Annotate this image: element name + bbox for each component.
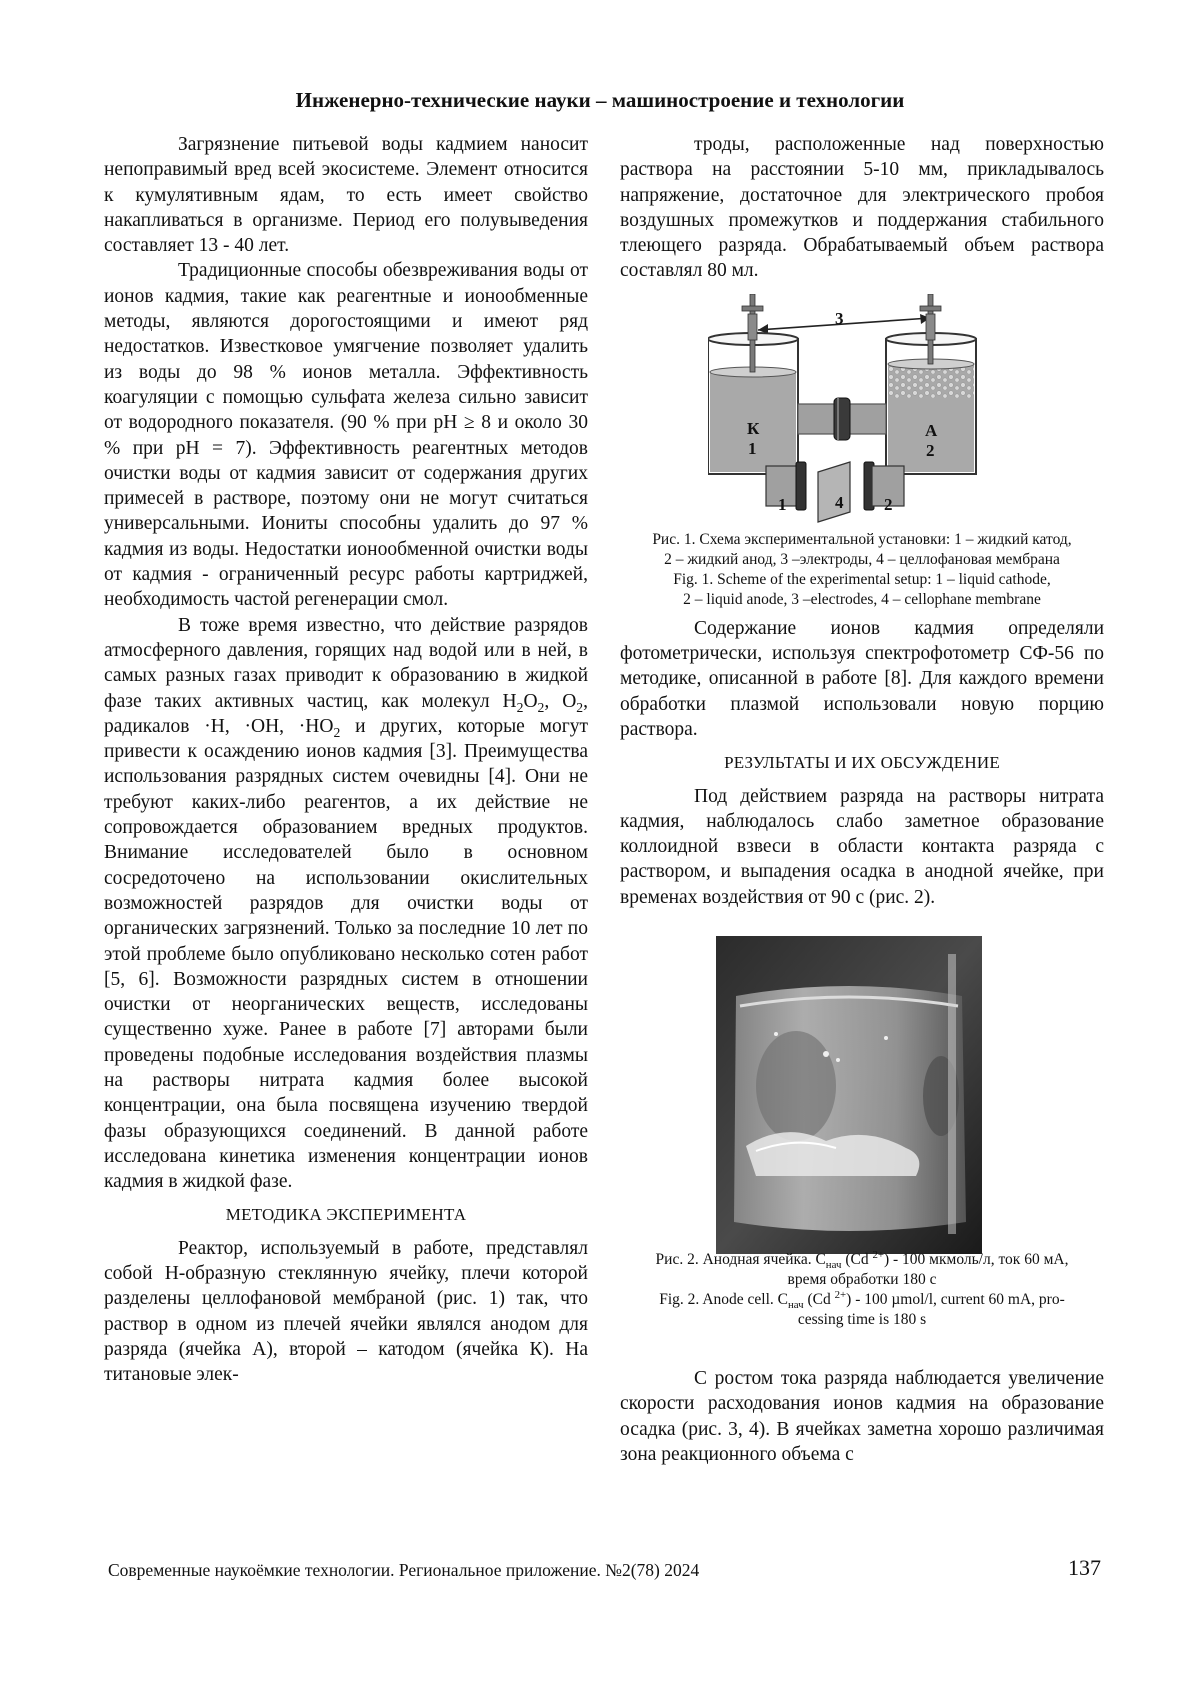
paragraph: Загрязнение питьевой воды кадмием наносит непоправимый вред всей экосистеме. Элемент относится к кумулятивным ядам, то есть имеет свойство накапливаться в организме. Период его полувыведения составляет 13 - 40 лет. [104,134,588,257]
anode-cell-photo [716,936,982,1254]
electrode-link-line [758,318,930,330]
membrane-joint [834,398,850,440]
label-part-1: 1 [778,494,787,514]
figure-2-caption: Рис. 2. Анодная ячейка. $C_{нач}$ (Cd $^{2+}$) - 100 мкмоль/л, ток 60 мА, время обработки 180 с Fig. 2. Anode cell. $C_{нач}$ (Cd $^{2+}$) - 100 µmol/l, current 60 mA, pro- cessing time is 180 s [655,1248,1069,1329]
figure-1-setup-diagram [620,294,1104,608]
section-heading-methods: МЕТОДИКА ЭКСПЕРИМЕНТА [225,1205,467,1225]
label-part-2: 2 [884,494,893,514]
figure-2-anode-cell-photo [620,936,1104,1329]
paragraph: Традиционные способы обезвреживания воды от ионов кадмия, такие как реагентные и ионообменные методы, являются дорогостоящими и имеют ряд недостатков. Известковое умягчение позволяет удалить из воды до 98 % ионов металла. Эффективность коагуляции с помощью сульфата железа сильно зависит от водородного показателя. (90 % при pH ≥ 8 и около 30 % при pH = 7). Эффективность реагентных методов очистки воды от кадмия зависит от содержания других примесей в растворе, поэтому они не могут считаться универсальными. Иониты способны удалить до 97 % кадмия из воды. Недостатки ионообменной очистки воды от кадмия - ограниченный ресурс работы картриджей, необходимость частой регенерации смол. [104,260,588,611]
label-part-4: 4 [835,492,844,512]
part-4-membrane [818,462,850,522]
label-cathode-number: 1 [748,438,757,458]
label-cathode-letter: К [747,418,760,438]
journal-footer: Современные наукоёмкие технологии. Региональное приложение. №2(78) 2024 [108,1560,700,1580]
paragraph: троды, расположенные над поверхностью раствора на расстоянии 5-10 мм, прикладывалось напряжение, достаточное для электрического пробоя воздушных промежутков и поддержания стабильного тлеющего разряда. Обрабатываемый объем раствора составлял 80 мл. [620,134,1104,282]
setup-diagram [708,294,1018,524]
paragraph: Под действием разряда на растворы нитрата кадмия, наблюдалось слабо заметное образование коллоидной взвеси в области контакта разряда с раствором, и выпадения осадка в анодной ячейке, при временах воздействия от 90 с (рис. 2). [620,785,1104,908]
label-anode-letter: А [925,420,938,440]
paragraph: Реактор, используемый в работе, представлял собой H-образную стеклянную ячейку, плечи которой разделены целлофановой мембраной (рис. 1) так, что раствор в одном из плечей ячейки являлся анодом для разряда (ячейка А), второй – катодом (ячейка К). На титановые элек- [104,1237,588,1386]
left-column [104,132,588,1388]
label-electrodes: 3 [835,308,844,328]
page-number: 137 [1068,1555,1101,1580]
figure-1-caption: Рис. 1. Схема экспериментальной установки: 1 – жидкий катод, 2 – жидкий анод, 3 –электроды, 4 – целлофановая мембрана Fig. 1. Scheme of the experimental setup: 1 – liquid cathode, 2 – liquid anode, 3 –electrodes, 4 – cellophane membrane [652,530,1072,608]
page-header: Инженерно-технические науки – машиностроение и технологии [295,88,905,112]
paragraph: Содержание ионов кадмия определяли фотометрически, используя спектрофотометр СФ-56 по методике, описанной в работе [8]. Для каждого времени обработки плазмой использовали новую порцию раствора. [620,617,1104,740]
paragraph: В тоже время известно, что действие разрядов атмосферного давления, горящих над водой или в ней, в самых разных газах приводит к образованию в жидкой фазе таких активных частиц, как молекул $H_2O_2$, $O_2$, радикалов ·H, ·OH, $\cdot HO_2$ и других, которые могут привести к осаждению ионов кадмия [3]. Преимущества использования разрядных систем очевидны [4]. Они не требуют каких-либо реагентов, а их действие не сопровождается образованием вредных продуктов. Внимание исследователей было в основном сосредоточено на использовании окислительных возможностей разрядов для очистки воды от органических загрязнений. Только за последние 10 лет по этой проблеме было опубликовано несколько сотен работ [5, 6]. Возможности разрядных систем в отношении очистки от неорганических веществ, исследованы существенно хуже. Ранее в работе [7] авторами были проведены подобные исследования воздействия плазмы на растворы нитрата кадмия более высокой концентрации, она была посвящена изучению твердой фазы образующихся соединений. В данной работе исследована кинетика изменения концентрации ионов кадмия в жидкой фазе. [104,614,588,1193]
section-heading-results: РЕЗУЛЬТАТЫ И ИХ ОБСУЖДЕНИЕ [724,753,1000,773]
right-column [620,132,1104,1467]
label-anode-number: 2 [926,440,935,460]
paragraph: С ростом тока разряда наблюдается увеличение скорости расходования ионов кадмия на образование осадка (рис. 3, 4). В ячейках заметна хорошо различимая зона реакционного объема с [620,1368,1104,1465]
